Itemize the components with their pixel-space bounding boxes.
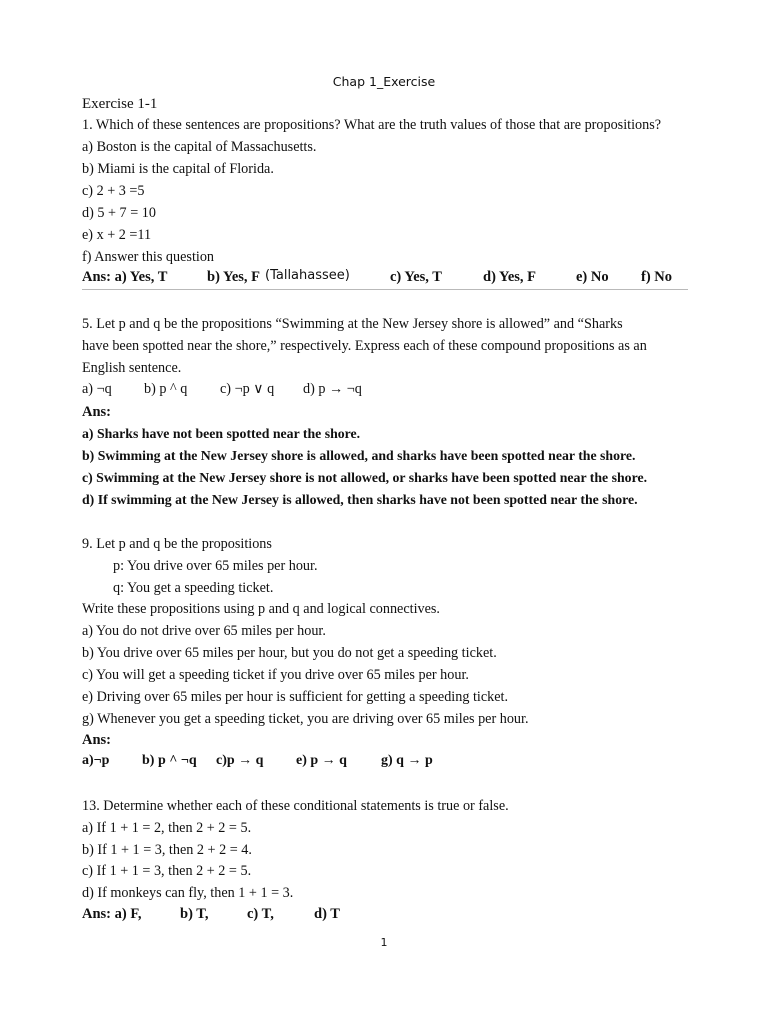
q13-item-c: c) If 1 + 1 = 3, then 2 + 2 = 5. (82, 863, 252, 879)
q9-item-a: a) You do not drive over 65 miles per hour. (82, 623, 326, 639)
q9-item-c: c) You will get a speeding ticket if you drive over 65 miles per hour. (82, 667, 469, 683)
q1-item-f: f) Answer this question (82, 249, 215, 265)
q9-item-g: g) Whenever you get a speeding ticket, you are driving over 65 miles per hour. (82, 711, 529, 727)
q5-question-line-3: English sentence. (82, 360, 182, 376)
q1-item-d: d) 5 + 7 = 10 (82, 205, 156, 221)
q1-item-a: a) Boston is the capital of Massachusetts. (82, 139, 317, 155)
page-number: 1 (380, 936, 388, 949)
q13-item-d: d) If monkeys can fly, then 1 + 1 = 3. (82, 885, 294, 901)
q5-part-b: b) p ^ q (144, 381, 188, 397)
q13-item-a: a) If 1 + 1 = 2, then 2 + 2 = 5. (82, 820, 252, 836)
q13-item-b: b) If 1 + 1 = 3, then 2 + 2 = 4. (82, 842, 252, 858)
q9-answer-a: a)¬p (82, 753, 110, 768)
q13-answer-a: Ans: a) F, (82, 906, 142, 922)
page-title: Chap 1_Exercise (332, 74, 436, 89)
q9-intro: 9. Let p and q be the propositions (82, 536, 272, 552)
q1-item-c: c) 2 + 3 =5 (82, 183, 145, 199)
q1-question: 1. Which of these sentences are propositions? What are the truth values of those that are propositions? (82, 117, 662, 133)
q9-item-e: e) Driving over 65 miles per hour is sufficient for getting a speeding ticket. (82, 689, 509, 705)
q5-part-a: a) ¬q (82, 381, 112, 397)
q1-answer-f: f) No (641, 269, 673, 285)
q13-answer-b: b) T, (180, 906, 209, 922)
q1-answer-e: e) No (576, 269, 609, 285)
q9-answer-g: g) q → p (381, 753, 433, 768)
q1-answer-b-note: (Tallahassee) (265, 268, 350, 283)
q9-ans-label: Ans: (82, 732, 112, 748)
q9-p-definition: p: You drive over 65 miles per hour. (113, 558, 318, 574)
q9-instruction: Write these propositions using p and q and logical connectives. (82, 601, 440, 617)
q13-question: 13. Determine whether each of these conditional statements is true or false. (82, 798, 509, 814)
q9-answer-c: c)p → q (216, 753, 264, 768)
q13-answer-d: d) T (314, 906, 340, 922)
section-divider (82, 289, 688, 290)
q5-answer-b: b) Swimming at the New Jersey shore is allowed, and sharks have been spotted near the shore. (82, 448, 636, 463)
q5-part-d: d) p → ¬q (303, 381, 362, 397)
q1-item-b: b) Miami is the capital of Florida. (82, 161, 274, 177)
q5-answer-d: d) If swimming at the New Jersey is allowed, then sharks have not been spotted near the shore. (82, 492, 638, 507)
q1-item-e: e) x + 2 =11 (82, 227, 152, 243)
q1-answer-a: Ans: a) Yes, T (82, 269, 168, 285)
q13-answer-c: c) T, (247, 906, 274, 922)
q5-ans-label: Ans: (82, 404, 112, 420)
q1-answer-d: d) Yes, F (483, 269, 537, 285)
q5-question-line-1: 5. Let p and q be the propositions “Swimming at the New Jersey shore is allowed” and “Sharks (82, 316, 623, 332)
q5-part-c: c) ¬p ∨ q (220, 381, 275, 397)
q5-answer-c: c) Swimming at the New Jersey shore is not allowed, or sharks have been spotted near the shore. (82, 470, 648, 485)
q9-q-definition: q: You get a speeding ticket. (113, 580, 274, 596)
q9-answer-b: b) p ^ ¬q (142, 753, 197, 768)
q1-answer-c: c) Yes, T (390, 269, 442, 285)
q9-item-b: b) You drive over 65 miles per hour, but you do not get a speeding ticket. (82, 645, 497, 661)
q9-answer-e: e) p → q (296, 753, 347, 768)
q1-answer-b: b) Yes, F (207, 269, 261, 285)
q5-question-line-2: have been spotted near the shore,” respectively. Express each of these compound propositions as an (82, 338, 647, 354)
q5-answer-a: a) Sharks have not been spotted near the shore. (82, 426, 361, 441)
exercise-heading: Exercise 1-1 (82, 96, 158, 112)
